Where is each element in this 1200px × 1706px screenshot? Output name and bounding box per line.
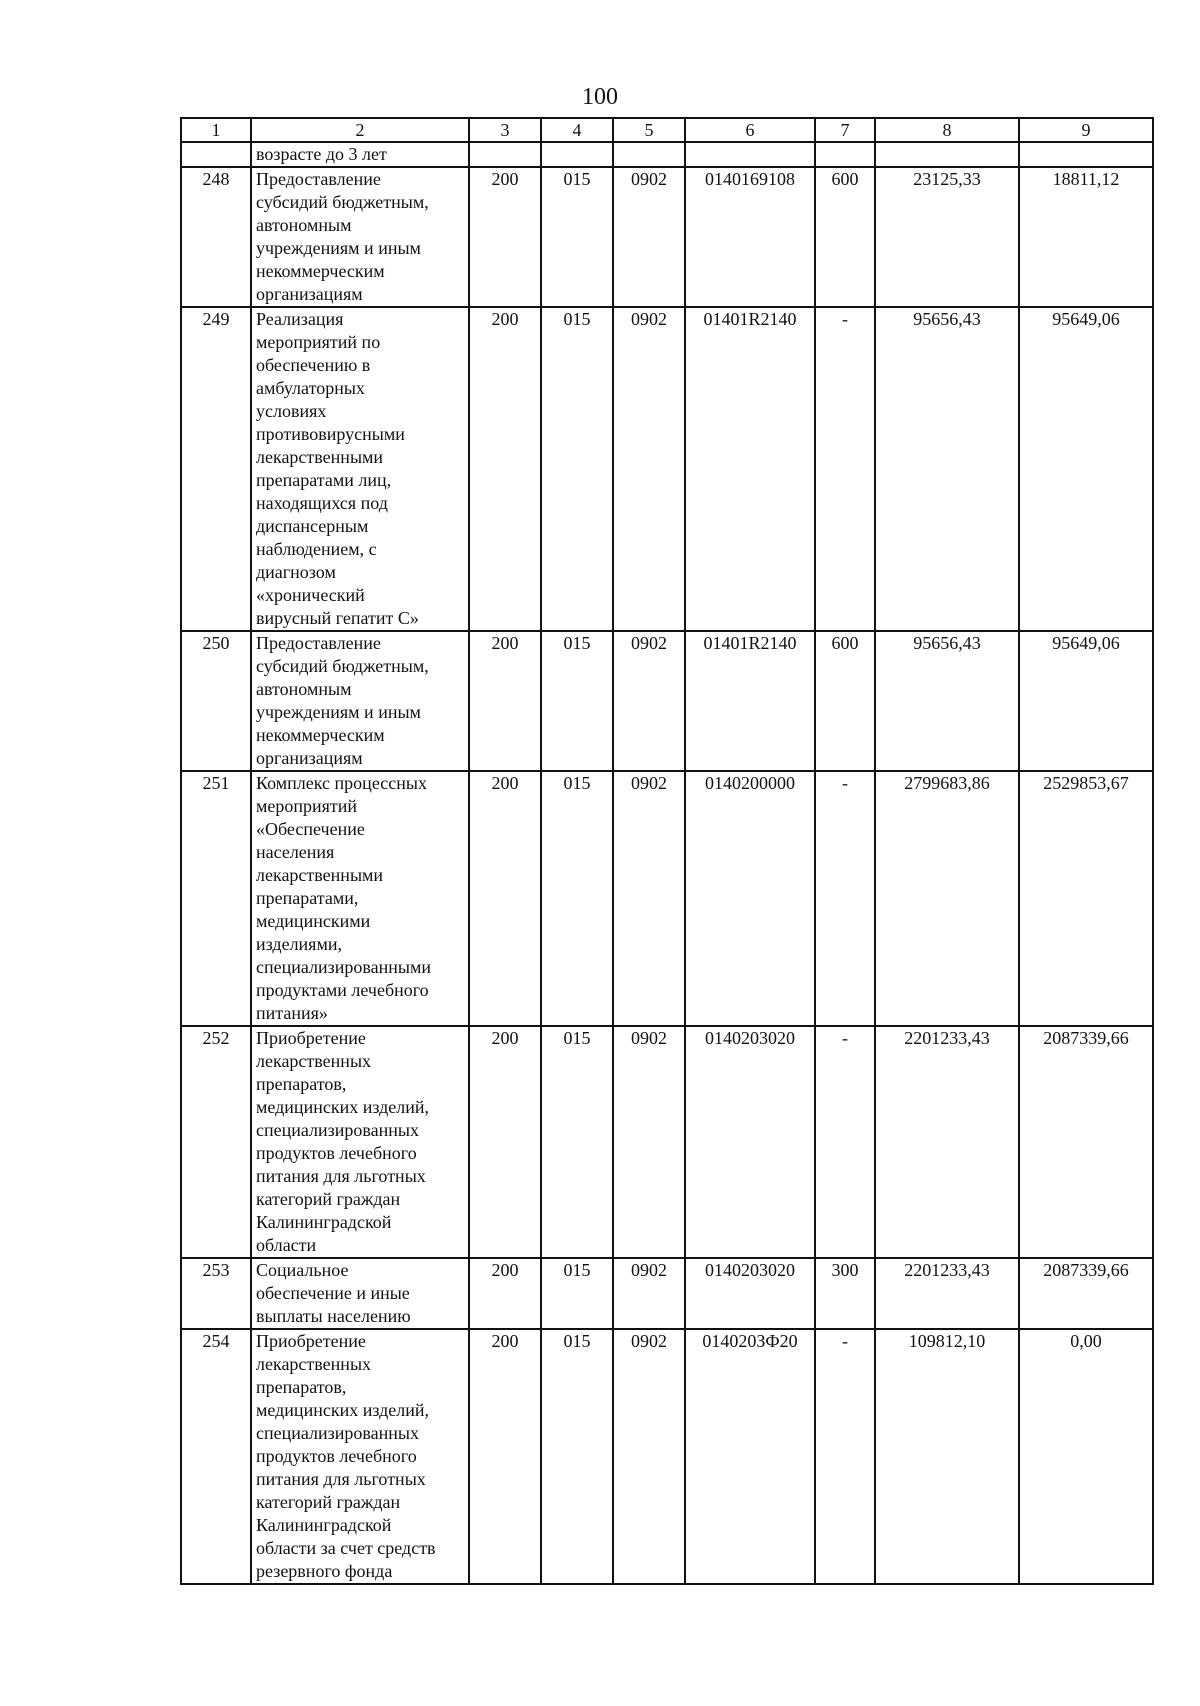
budget-table (180, 117, 1154, 1585)
ministry-code-cell: 015 (541, 1329, 613, 1584)
section-code-cell: 0902 (613, 307, 685, 631)
table-row (181, 1258, 1153, 1329)
executed-amount-cell: 0,00 (1019, 1329, 1153, 1584)
executed-amount-cell: 2087339,66 (1019, 1258, 1153, 1329)
table-row (181, 1026, 1153, 1258)
expense-type-cell: 600 (815, 631, 875, 771)
name-cell: Реализация мероприятий по обеспечению в амбулаторных условиях противовирусными лекарственными препаратами лиц, находящихся под диспансерным наблюдением, с диагнозом «хронический вирусный гепатит С» (251, 307, 469, 631)
column-header: 6 (685, 118, 815, 142)
section-code-cell: 0902 (613, 631, 685, 771)
row-number-cell: 254 (181, 1329, 251, 1584)
column-header: 3 (469, 118, 541, 142)
table-row (181, 307, 1153, 631)
column-header: 7 (815, 118, 875, 142)
cell (685, 142, 815, 167)
row-number-cell (181, 142, 251, 167)
executed-amount-cell: 95649,06 (1019, 631, 1153, 771)
table-row (181, 1329, 1153, 1584)
name-cell: возрасте до 3 лет (251, 142, 469, 167)
section-code-cell: 0902 (613, 1026, 685, 1258)
table-header (181, 118, 1153, 142)
row-number-cell: 250 (181, 631, 251, 771)
chapter-code-cell: 200 (469, 167, 541, 307)
name-cell: Предоставление субсидий бюджетным, автономным учреждениям и иным некоммерческим организациям (251, 167, 469, 307)
table-row (181, 167, 1153, 307)
expense-type-cell: - (815, 1026, 875, 1258)
column-header: 2 (251, 118, 469, 142)
ministry-code-cell: 015 (541, 1258, 613, 1329)
cell (875, 142, 1019, 167)
header-row (181, 118, 1153, 142)
column-header: 5 (613, 118, 685, 142)
chapter-code-cell: 200 (469, 1026, 541, 1258)
column-header: 9 (1019, 118, 1153, 142)
section-code-cell: 0902 (613, 771, 685, 1026)
section-code-cell: 0902 (613, 167, 685, 307)
planned-amount-cell: 109812,10 (875, 1329, 1019, 1584)
row-number-cell: 249 (181, 307, 251, 631)
name-cell: Социальное обеспечение и иные выплаты населению (251, 1258, 469, 1329)
name-cell: Приобретение лекарственных препаратов, медицинских изделий, специализированных продуктов лечебного питания для льготных категорий граждан Калининградской области за счет средств резервного фонда (251, 1329, 469, 1584)
section-code-cell: 0902 (613, 1258, 685, 1329)
continuation-row (181, 142, 1153, 167)
column-header: 8 (875, 118, 1019, 142)
planned-amount-cell: 95656,43 (875, 307, 1019, 631)
row-number-cell: 253 (181, 1258, 251, 1329)
row-number-cell: 248 (181, 167, 251, 307)
ministry-code-cell: 015 (541, 771, 613, 1026)
row-number-cell: 252 (181, 1026, 251, 1258)
cell (469, 142, 541, 167)
chapter-code-cell: 200 (469, 631, 541, 771)
chapter-code-cell: 200 (469, 1258, 541, 1329)
executed-amount-cell: 18811,12 (1019, 167, 1153, 307)
ministry-code-cell: 015 (541, 1026, 613, 1258)
target-article-cell: 014020ЗФ20 (685, 1329, 815, 1584)
table-row (181, 631, 1153, 771)
name-cell: Комплекс процессных мероприятий «Обеспечение населения лекарственными препаратами, медицинскими изделиями, специализированными продуктами лечебного питания» (251, 771, 469, 1026)
target-article-cell: 01401R2140 (685, 307, 815, 631)
table-body (181, 142, 1153, 1584)
cell (541, 142, 613, 167)
planned-amount-cell: 2201233,43 (875, 1026, 1019, 1258)
chapter-code-cell: 200 (469, 1329, 541, 1584)
planned-amount-cell: 95656,43 (875, 631, 1019, 771)
expense-type-cell: - (815, 771, 875, 1026)
chapter-code-cell: 200 (469, 307, 541, 631)
column-header: 1 (181, 118, 251, 142)
name-cell: Приобретение лекарственных препаратов, медицинских изделий, специализированных продуктов лечебного питания для льготных категорий граждан Калининградской области (251, 1026, 469, 1258)
chapter-code-cell: 200 (469, 771, 541, 1026)
expense-type-cell: - (815, 307, 875, 631)
planned-amount-cell: 2201233,43 (875, 1258, 1019, 1329)
table-row (181, 771, 1153, 1026)
planned-amount-cell: 2799683,86 (875, 771, 1019, 1026)
target-article-cell: 0140169108 (685, 167, 815, 307)
ministry-code-cell: 015 (541, 167, 613, 307)
executed-amount-cell: 95649,06 (1019, 307, 1153, 631)
expense-type-cell: 600 (815, 167, 875, 307)
expense-type-cell: - (815, 1329, 875, 1584)
cell (1019, 142, 1153, 167)
executed-amount-cell: 2529853,67 (1019, 771, 1153, 1026)
name-cell: Предоставление субсидий бюджетным, автономным учреждениям и иным некоммерческим организациям (251, 631, 469, 771)
executed-amount-cell: 2087339,66 (1019, 1026, 1153, 1258)
cell (815, 142, 875, 167)
row-number-cell: 251 (181, 771, 251, 1026)
target-article-cell: 0140200000 (685, 771, 815, 1026)
target-article-cell: 01401R2140 (685, 631, 815, 771)
ministry-code-cell: 015 (541, 307, 613, 631)
page-number: 100 (582, 84, 618, 110)
ministry-code-cell: 015 (541, 631, 613, 771)
expense-type-cell: 300 (815, 1258, 875, 1329)
target-article-cell: 0140203020 (685, 1026, 815, 1258)
section-code-cell: 0902 (613, 1329, 685, 1584)
cell (613, 142, 685, 167)
planned-amount-cell: 23125,33 (875, 167, 1019, 307)
column-header: 4 (541, 118, 613, 142)
target-article-cell: 0140203020 (685, 1258, 815, 1329)
